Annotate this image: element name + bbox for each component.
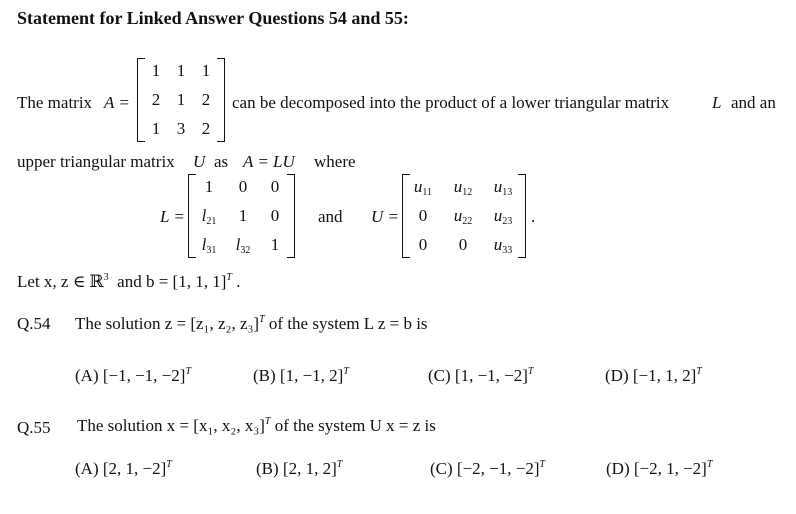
q54-option-c-T: T [527,366,534,377]
q55-option-a[interactable] [75,459,172,479]
let-and: and [117,272,142,291]
let-b: b = [1, 1, 1] [145,272,227,291]
let-end: . [236,272,241,291]
q55-stem-T: T [264,416,271,427]
q55-option-b[interactable] [256,459,342,479]
q55-option-c[interactable] [430,459,545,479]
matrix-l-cell: $l_{31}$ [201,235,217,256]
matrix-l-cell: 0 [270,206,280,225]
q54-option-d[interactable] [605,366,702,386]
q55-option-b-label: (B) [2, 1, 2] [256,459,337,478]
q54-option-d-label: (D) [−1, 1, 2] [605,366,697,385]
matrix-u-cell: $u_{11}$ [413,177,433,198]
matrix-u-cell: $u_{13}$ [493,177,513,198]
q55-option-a-label: (A) [2, 1, −2] [75,459,167,478]
matrix-a-cell: 1 [151,119,161,138]
matrix-l [188,174,295,258]
matrix-l-cell: 0 [238,177,248,196]
para1-and-an: and an [731,93,776,112]
matrix-l-cell: $l_{21}$ [201,206,217,227]
q54-number: Q.54 [17,314,51,333]
q54-option-b-label: (B) [1, −1, 2] [253,366,344,385]
q55-option-a-T: T [166,459,172,470]
q54-option-c-label: (C) [1, −1, −2] [428,366,528,385]
q55-option-d-T: T [706,459,713,470]
para2-eq: A = LU [243,152,295,171]
matrix-a-cell: 2 [201,90,211,109]
q54-option-b-T: T [343,366,349,377]
matrix-a-label: A = [104,93,130,112]
para2-where: where [314,152,356,171]
matrix-a-cell: 1 [176,90,186,109]
matrix-u-cell: $u_{23}$ [493,206,513,227]
let-sup: 3 [103,272,109,283]
matrix-l-label: L = [160,207,185,226]
q54-option-d-T: T [696,366,702,377]
matrix-u-cell: 0 [458,235,468,254]
q54-option-a-T: T [185,366,191,377]
q54-option-a-label: (A) [−1, −1, −2] [75,366,186,385]
q55-option-d[interactable] [606,459,712,479]
matrices-and: and [318,207,343,226]
q55-option-c-T: T [539,459,546,470]
matrix-a-cell: 2 [201,119,211,138]
q55-stem-text: The solution x = [x₁, x₂, x₃] [77,416,265,435]
matrix-a-cell: 1 [151,61,161,80]
heading: Statement for Linked Answer Questions 54 and 55: [17,8,409,28]
q54-option-b[interactable] [253,366,349,386]
para1-suffix: can be decomposed into the product of a lower triangular matrix [232,93,670,112]
q54-stem-text: The solution z = [z₁, z₂, z₃] [75,314,260,333]
para1-prefix: The matrix [17,93,93,112]
matrix-a-cell: 1 [176,61,186,80]
matrix-u-cell: $u_{33}$ [493,235,513,256]
para1-l-word: L [712,93,722,112]
let-line [17,272,240,292]
q54-stem-tail: of the system L z = b is [268,314,428,333]
matrix-l-cell: 1 [204,177,214,196]
matrix-a [137,58,225,142]
q54-stem-T: T [259,314,265,325]
q55-option-b-T: T [336,459,343,470]
q55-option-c-label: (C) [−2, −1, −2] [430,459,540,478]
let-text: Let x, z ∈ ℝ [17,272,104,291]
para2-as: as [214,152,229,171]
q55-stem [77,416,436,436]
q54-option-a[interactable] [75,366,191,386]
matrix-l-cell: 0 [270,177,280,196]
matrix-u-cell: 0 [418,206,428,225]
q54-option-c[interactable] [428,366,533,386]
matrix-u [402,174,526,258]
matrix-u-cell: $u_{12}$ [453,177,473,198]
q55-stem-tail: of the system U x = z is [274,416,436,435]
matrix-u-label: U = [371,207,399,226]
q54-stem [75,314,428,334]
matrix-a-cell: 2 [151,90,161,109]
matrix-u-cell: 0 [418,235,428,254]
matrix-u-cell: $u_{22}$ [453,206,473,227]
q55-number: Q.55 [17,418,51,437]
para2-text: upper triangular matrix [17,152,175,171]
para2-u-word: U [193,152,206,171]
matrices-period: . [531,207,536,226]
matrix-l-cell: 1 [270,235,280,254]
let-T: T [226,272,232,283]
matrix-a-cell: 3 [176,119,186,138]
matrix-l-cell: $l_{32}$ [235,235,251,256]
q55-option-d-label: (D) [−2, 1, −2] [606,459,707,478]
matrix-l-cell: 1 [238,206,248,225]
matrix-a-cell: 1 [201,61,211,80]
